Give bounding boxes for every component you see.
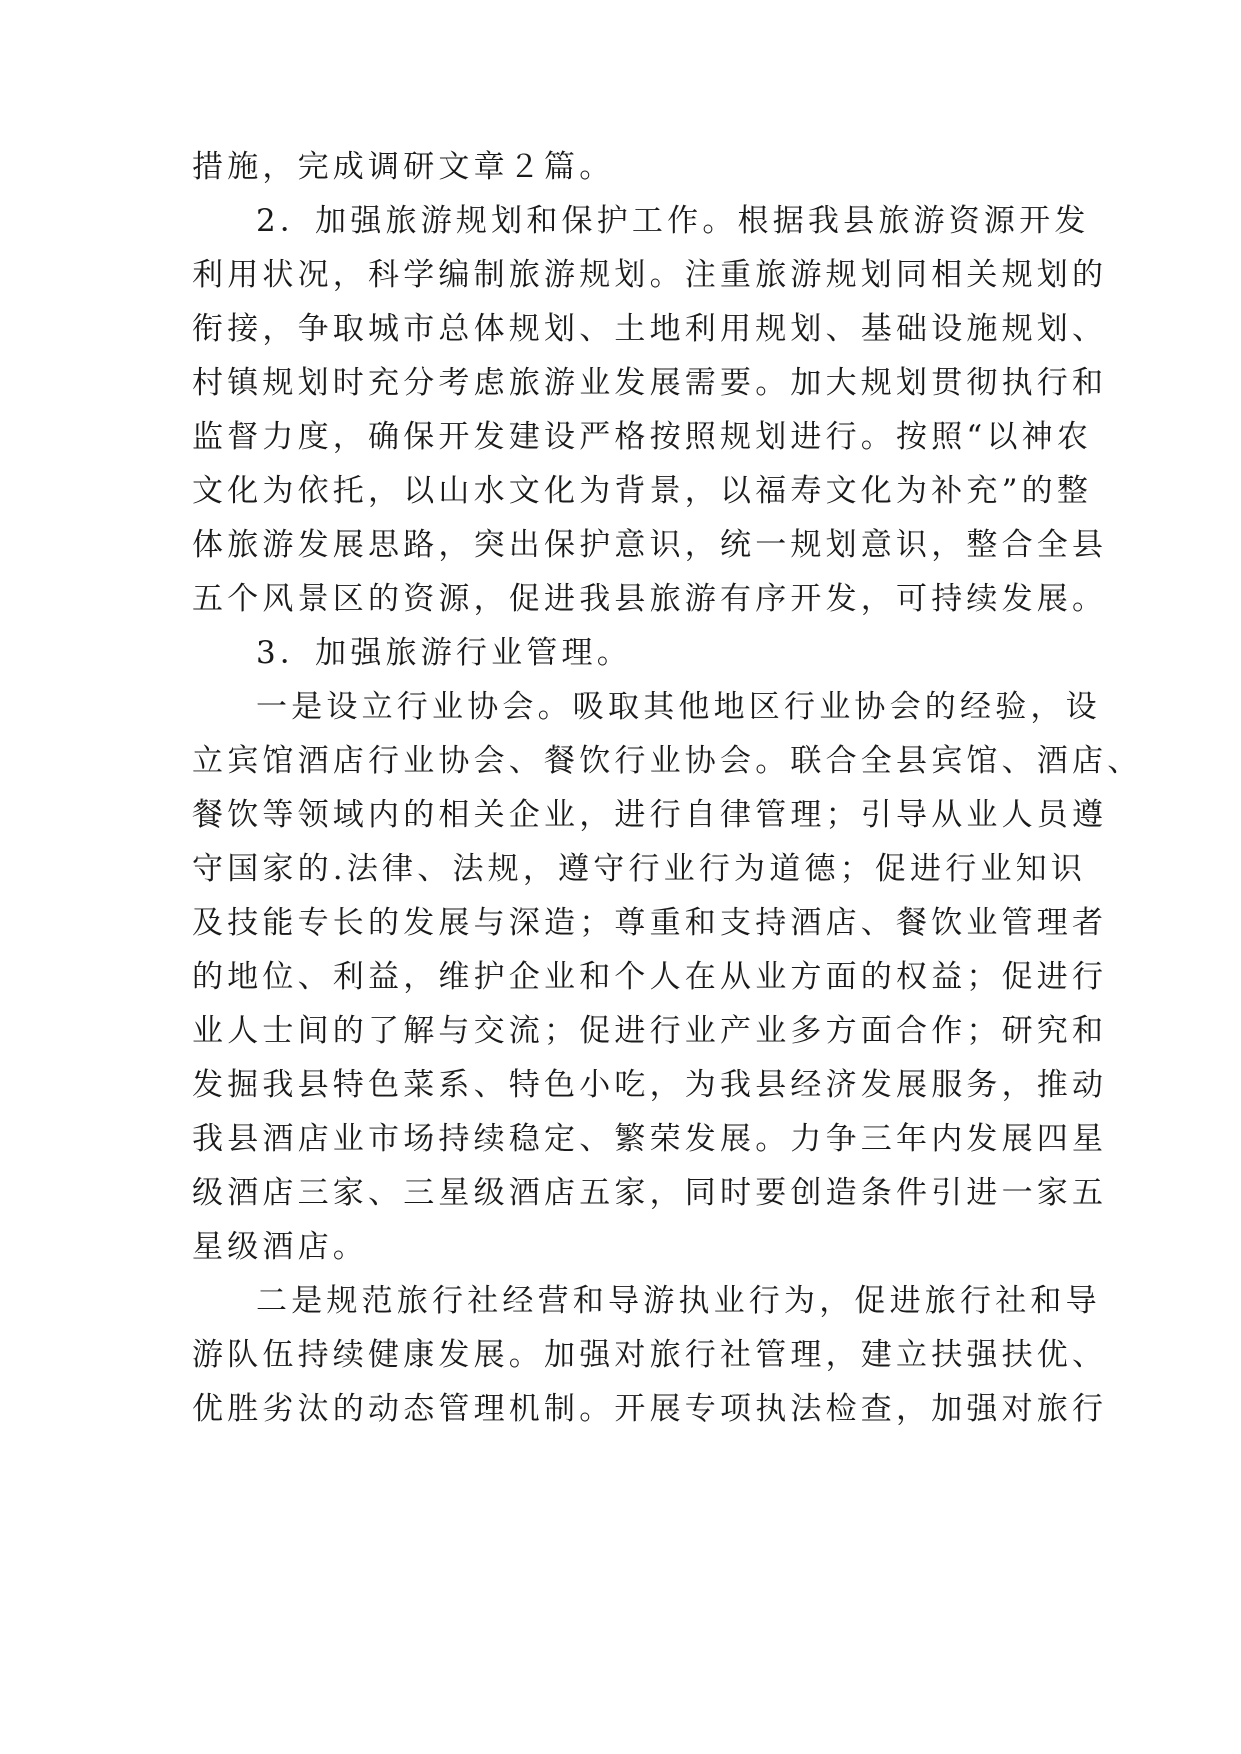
text-line: 措施，完成调研文章２篇。 — [192, 149, 615, 185]
text-line: 文化为依托，以山水文化为背景，以福寿文化为补充”的整 — [192, 473, 1093, 509]
text-line: 餐饮等领域内的相关企业，进行自律管理；引导从业人员遵 — [192, 797, 1108, 833]
text-line: 级酒店三家、三星级酒店五家，同时要创造条件引进一家五 — [192, 1175, 1108, 1211]
paragraph-start-line: 2．加强旅游规划和保护工作。根据我县旅游资源开发 — [256, 203, 1090, 239]
paragraph-start-line: 二是规范旅行社经营和导游执业行为，促进旅行社和导 — [256, 1283, 1101, 1319]
text-line: 五个风景区的资源，促进我县旅游有序开发，可持续发展。 — [192, 581, 1108, 617]
text-line: 游队伍持续健康发展。加强对旅行社管理，建立扶强扶优、 — [192, 1337, 1108, 1373]
text-line: 业人士间的了解与交流；促进行业产业多方面合作；研究和 — [192, 1013, 1108, 1049]
text-line: 我县酒店业市场持续稳定、繁荣发展。力争三年内发展四星 — [192, 1121, 1108, 1157]
text-line: 衔接，争取城市总体规划、土地利用规划、基础设施规划、 — [192, 311, 1108, 347]
text-line: 体旅游发展思路，突出保护意识，统一规划意识，整合全县 — [192, 527, 1108, 563]
text-line: 监督力度，确保开发建设严格按照规划进行。按照“以神农 — [192, 419, 1093, 455]
text-line: 村镇规划时充分考虑旅游业发展需要。加大规划贯彻执行和 — [192, 365, 1108, 401]
text-line: 的地位、利益，维护企业和个人在从业方面的权益；促进行 — [192, 959, 1108, 995]
text-line: 立宾馆酒店行业协会、餐饮行业协会。联合全县宾馆、酒店、 — [192, 743, 1143, 779]
paragraph-start-line: 3．加强旅游行业管理。 — [256, 635, 632, 671]
text-line: 发掘我县特色菜系、特色小吃，为我县经济发展服务，推动 — [192, 1067, 1108, 1103]
text-line: 及技能专长的发展与深造；尊重和支持酒店、餐饮业管理者 — [192, 905, 1108, 941]
paragraph-start-line: 一是设立行业协会。吸取其他地区行业协会的经验，设 — [256, 689, 1101, 725]
text-line: 星级酒店。 — [192, 1229, 368, 1265]
text-line: 优胜劣汰的动态管理机制。开展专项执法检查，加强对旅行 — [192, 1391, 1108, 1427]
text-line: 守国家的.法律、法规，遵守行业行为道德；促进行业知识 — [192, 851, 1087, 887]
text-line: 利用状况，科学编制旅游规划。注重旅游规划同相关规划的 — [192, 257, 1108, 293]
